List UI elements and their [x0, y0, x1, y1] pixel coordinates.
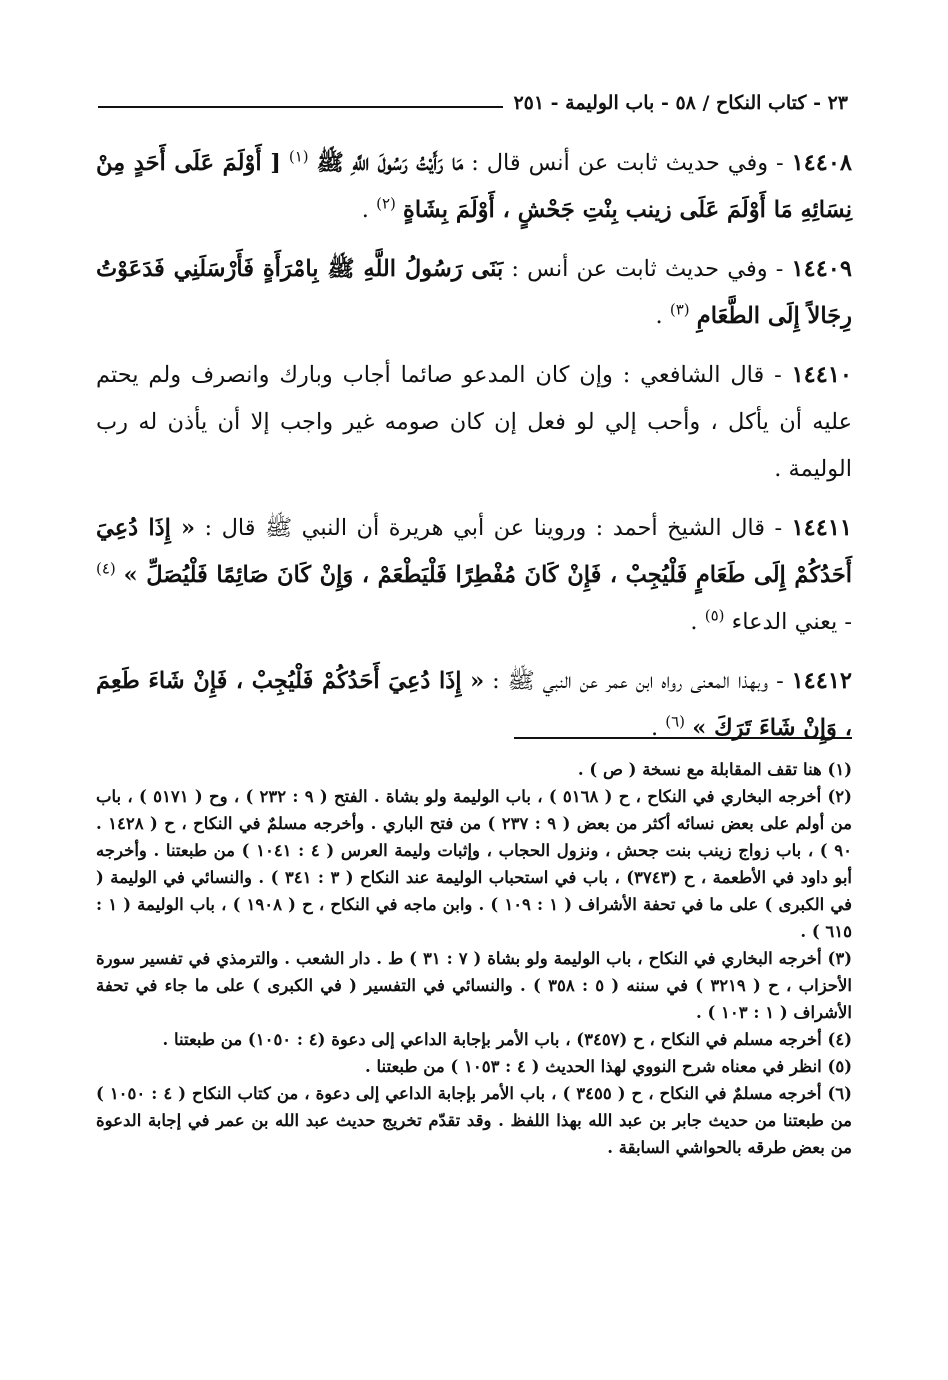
paragraph-number: ١٤٤١١ [791, 515, 853, 541]
hadith-text: بَنَى رَسُولُ اللَّهِ ﷺ بِامْرَأَةٍ فَأَرْسَلَنِي فَدَعَوْتُ رِجَالاً إِلَى الطَّعَامِ [96, 256, 852, 329]
paragraph-end: . [361, 197, 369, 223]
footnote-2: (٢) أخرجه البخاري في النكاح ، ح ( ٥١٦٨ ) ، باب الوليمة ولو بشاة . الفتح ( ٩ : ٢٣٢ ) ، وح ( ٥١٧١ ) ، باب من أولم على بعض نسائه أكثر من بعض ( ٩ : ٢٣٧ ) من فتح الباري . وأخرجه مسلمٌ في النكاح ، ح ( ١٤٢٨ . ٩٠ ) ، باب زواج زينب بنت جحش ، ونزول الحجاب ، وإثبات وليمة العرس ( ٤ : ١٠٤١ ) من طبعتنا . وأخرجه أبو داود في الأطعمة ، ح (٣٧٤٣) ، باب في استحباب الوليمة عند النكاح ( ٣ : ٣٤١ ) . والنسائي في الوليمة ( في الكبرى ) على ما في تحفة الأشراف ( ١ : ١٠٩ ) . وابن ماجه في النكاح ، ح ( ١٩٠٨ ) ، باب الوليمة ( ١ : ٦١٥ ) . [96, 787, 852, 941]
paragraph-number: ١٤٤٠٩ [791, 256, 852, 282]
footnote-ref[interactable]: (٢) [376, 194, 396, 213]
paragraph-number: ١٤٤١٠ [791, 362, 852, 388]
footnote-ref[interactable]: (٥) [704, 606, 725, 625]
header-rule [98, 106, 503, 108]
paragraph-14408 [96, 140, 852, 234]
paragraph-end: . [690, 609, 698, 635]
paragraph-intro: - وفي حديث ثابت عن أنس قال : [471, 150, 784, 176]
paragraph-end: . [655, 303, 663, 329]
footnote-ref[interactable]: (٤) [96, 559, 116, 578]
footnote-6: (٦) أخرجه مسلمٌ في النكاح ، ح ( ٣٤٥٥ ) ، باب الأمر بإجابة الداعي إلى دعوة ، من كتاب النكاح ( ٤ : ١٠٥٠ ) من طبعتنا من حديث جابر بن عبد الله بهذا اللفظ . وقد تقدّم تخريج حديث عبد الله بن عمر في إجابة الدعوة من بعض طرقه بالحواشي السابقة . [96, 1084, 852, 1157]
hadith-text: « إِذَا دُعِيَ أَحَدُكُمْ إِلَى طَعَامٍ فَلْيُجِبْ ، فَإِنْ كَانَ مُفْطِرًا فَلْيَطْعَمْ ، وَإِنْ كَانَ صَائِمًا فَلْيُصَلِّ » [96, 515, 852, 588]
hadith-text-continued: [ أَوْلَمَ عَلَى أَحَدٍ مِنْ نِسَائِهِ مَا أَوْلَمَ عَلَى زينب بِنْتِ جَحْشٍ ، أَوْلَمَ بِشَاةٍ [96, 150, 852, 223]
paragraph-14411 [96, 505, 852, 646]
paragraph-end: . [650, 715, 659, 741]
page-header [98, 84, 848, 116]
footnote-ref[interactable]: (٦) [665, 712, 686, 731]
footnote-separator [514, 737, 852, 739]
paragraph-comment: - يعني الدعاء [731, 609, 852, 635]
footnote-3: (٣) أخرجه البخاري في النكاح ، باب الوليمة ولو بشاة ( ٧ : ٣١ ) ط . دار الشعب . والترمذي في تفسير سورة الأحزاب ، ح ( ٣٢١٩ ) في سننه ( ٥ : ٣٥٨ ) . والنسائي في التفسير ( في الكبرى ) على ما جاء في تحفة الأشراف ( ١ : ١٠٣ ) . [96, 949, 852, 1022]
paragraph-14409 [96, 246, 852, 340]
footnote-ref[interactable]: (٣) [669, 300, 690, 319]
paragraph-number: ١٤٤١٢ [791, 668, 853, 694]
main-text [96, 140, 852, 764]
footnote-1: (١) هنا تقف المقابلة مع نسخة ( ص ) . [577, 760, 852, 779]
paragraph-intro: - قال الشيخ أحمد : وروينا عن أبي هريرة أن النبي ﷺ قال : [204, 515, 783, 541]
paragraph-number: ١٤٤٠٨ [791, 150, 853, 176]
paragraph-text: - قال الشافعي : وإن كان المدعو صائما أجاب وبارك وانصرف ولم يحتم عليه أن يأكل ، وأحب إلي لو فعل إن كان صومه غير واجب إلا أن يأذن له رب الوليمة . [96, 362, 852, 482]
footnotes [96, 756, 852, 1161]
running-title: ٢٣ - كتاب النكاح / ٥٨ - باب الوليمة - ٢٥١ [513, 92, 848, 114]
paragraph-intro: - وبهذا المعنى رواه ابن عمر عن النبي ﷺ : [492, 668, 784, 694]
hadith-text: مَا رَأَيْتُ رَسُولَ اللَّهِ ﷺ [316, 150, 464, 176]
hadith-text: « إِذَا دُعِيَ أَحَدُكُمْ فَلْيُجِبْ ، فَإِنْ شَاءَ طَعِمَ ، وَإِنْ شَاءَ تَرَكَ » [96, 668, 852, 741]
paragraph-14410 [96, 352, 852, 493]
footnote-ref[interactable]: (١) [288, 147, 309, 166]
paragraph-intro: - وفي حديث ثابت عن أنس : [511, 256, 784, 282]
footnote-4: (٤) أخرجه مسلم في النكاح ، ح (٣٤٥٧) ، باب الأمر بإجابة الداعي إلى دعوة (٤ : ١٠٥٠) من طبعتنا . [162, 1030, 852, 1049]
footnote-5: (٥) انظر في معناه شرح النووي لهذا الحديث ( ٤ : ١٠٥٣ ) من طبعتنا . [365, 1057, 852, 1076]
